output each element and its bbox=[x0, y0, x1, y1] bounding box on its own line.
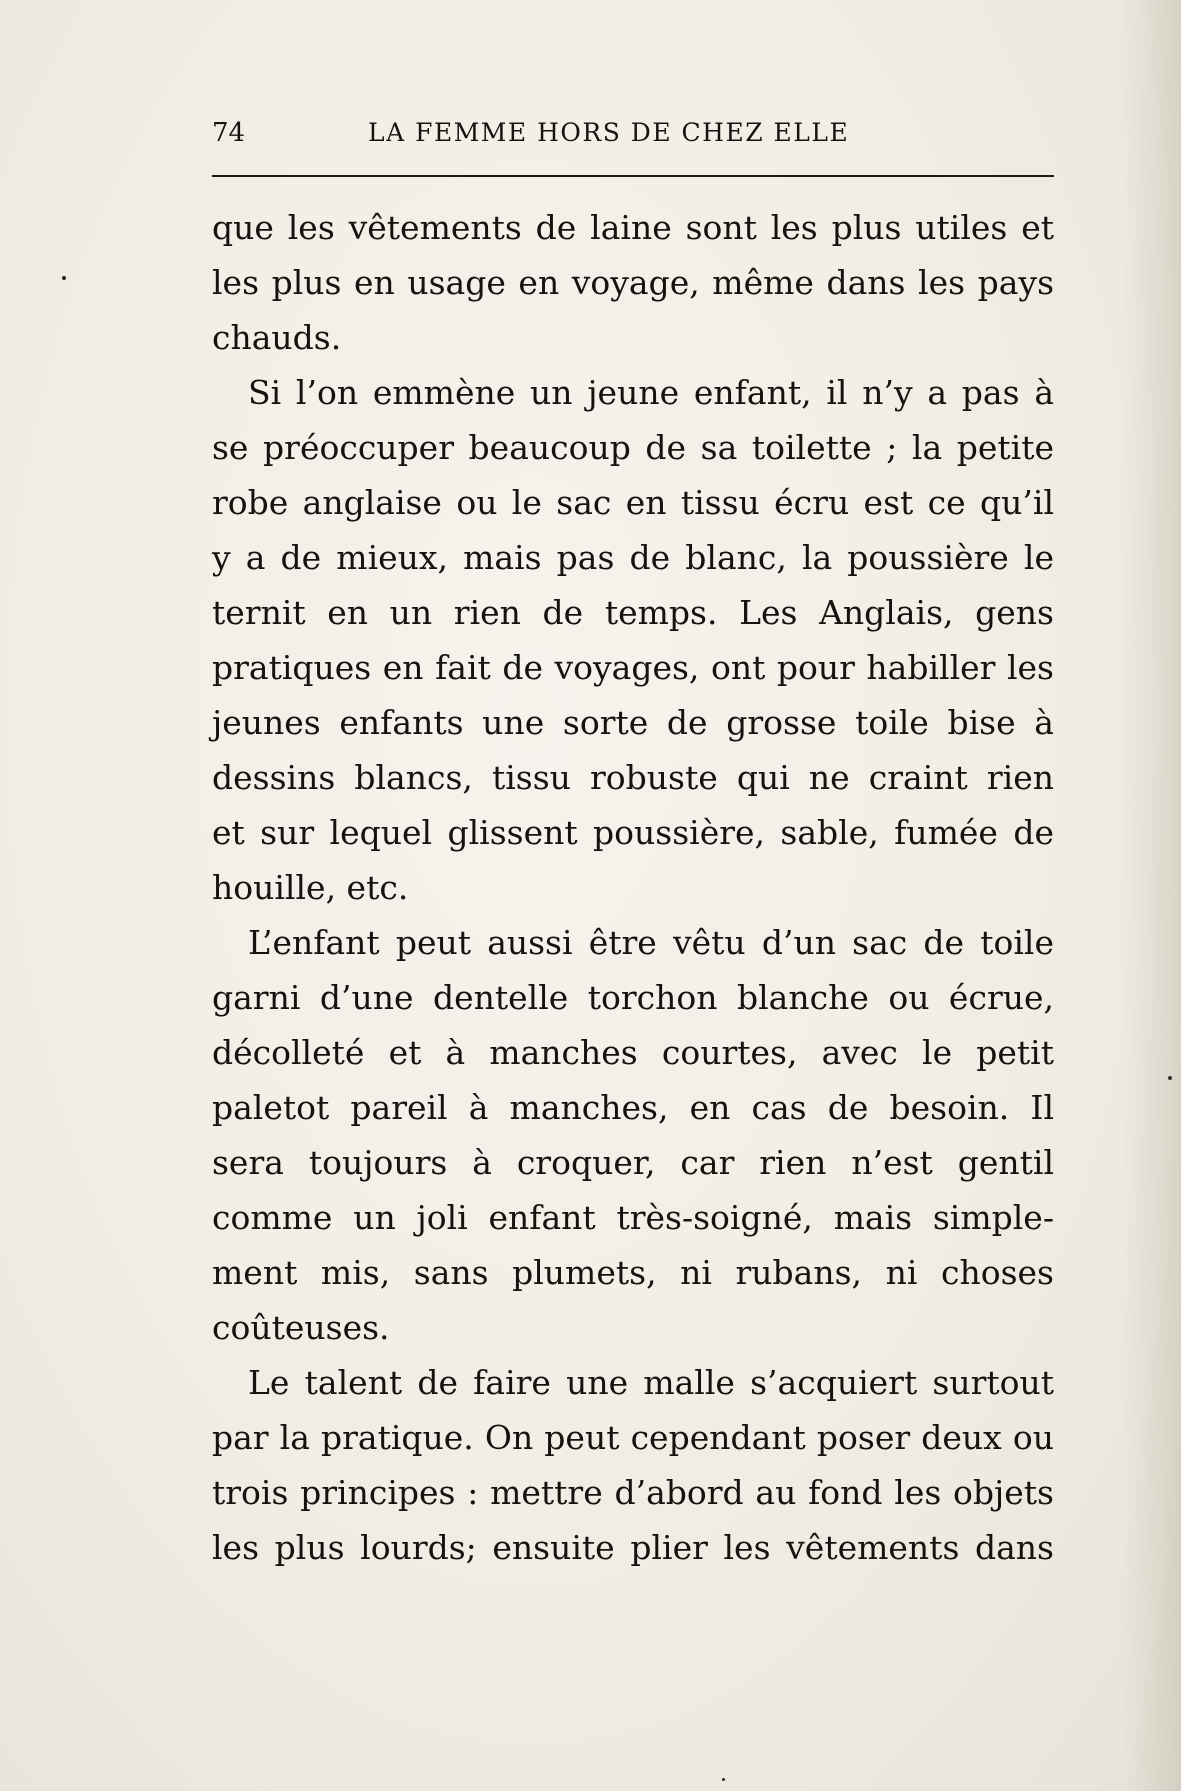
text-line: jeunes enfants une sorte de grosse toile bise à bbox=[212, 703, 1054, 742]
text-line: garni d’une dentelle torchon blanche ou écrue, bbox=[212, 978, 1054, 1017]
text-line: que les vêtements de laine sont les plus utiles et bbox=[212, 208, 1054, 247]
text-line: comme un joli enfant très-soigné, mais simple- bbox=[212, 1198, 1054, 1237]
text-line: les plus lourds; ensuite plier les vêtements dans bbox=[212, 1528, 1054, 1567]
text-line: par la pratique. On peut cependant poser deux ou bbox=[212, 1418, 1054, 1457]
text-line: paletot pareil à manches, en cas de besoin. Il bbox=[212, 1088, 1054, 1127]
text-line: pratiques en fait de voyages, ont pour habiller les bbox=[212, 648, 1054, 687]
text-line: décolleté et à manches courtes, avec le petit bbox=[212, 1033, 1054, 1072]
text-line: chauds. bbox=[212, 318, 342, 357]
paper-speck bbox=[722, 1778, 725, 1781]
text-line: robe anglaise ou le sac en tissu écru est ce qu’il bbox=[212, 483, 1054, 522]
text-line: dessins blancs, tissu robuste qui ne craint rien bbox=[212, 758, 1054, 797]
text-line: coûteuses. bbox=[212, 1308, 390, 1347]
text-line: y a de mieux, mais pas de blanc, la poussière le bbox=[212, 538, 1054, 577]
running-head bbox=[212, 112, 1054, 152]
text-line: les plus en usage en voyage, même dans les pays bbox=[212, 263, 1054, 302]
header-rule bbox=[212, 175, 1054, 177]
text-line: Si l’on emmène un jeune enfant, il n’y a pas à bbox=[248, 373, 1054, 412]
paper-speck bbox=[1168, 1076, 1172, 1080]
text-line: ternit en un rien de temps. Les Anglais, gens bbox=[212, 593, 1054, 632]
text-line: houille, etc. bbox=[212, 868, 409, 907]
running-title: LA FEMME HORS DE CHEZ ELLE bbox=[368, 118, 850, 147]
text-line: et sur lequel glissent poussière, sable, fumée de bbox=[212, 813, 1054, 852]
text-line: L’enfant peut aussi être vêtu d’un sac de toile bbox=[248, 923, 1054, 962]
text-line: Le talent de faire une malle s’acquiert surtout bbox=[248, 1363, 1054, 1402]
page-number: 74 bbox=[212, 118, 246, 148]
text-line: sera toujours à croquer, car rien n’est gentil bbox=[212, 1143, 1054, 1182]
text-line: trois principes : mettre d’abord au fond les objets bbox=[212, 1473, 1054, 1512]
text-line: ment mis, sans plumets, ni rubans, ni choses bbox=[212, 1253, 1054, 1292]
body-text bbox=[212, 200, 1054, 1575]
text-line: se préoccuper beaucoup de sa toilette ; la petite bbox=[212, 428, 1054, 467]
paper-speck bbox=[62, 276, 66, 280]
